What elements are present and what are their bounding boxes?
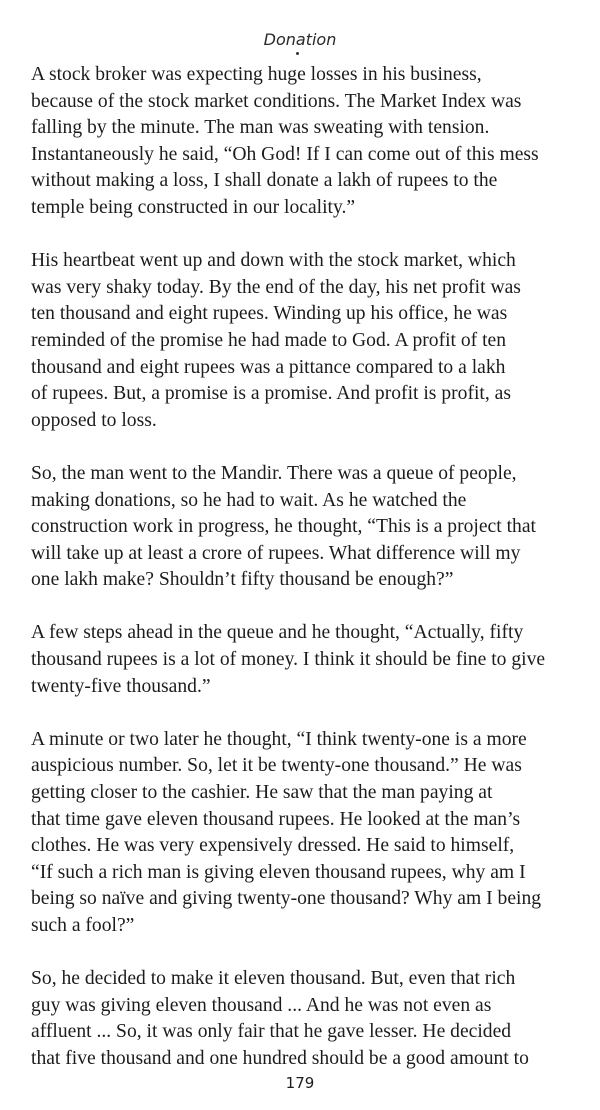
text-line: making donations, so he had to wait. As he watched the (31, 489, 467, 511)
body-text (31, 62, 591, 1099)
text-line: twenty-five thousand.” (31, 675, 211, 697)
text-line: thousand and eight rupees was a pittance compared to a lakh (31, 356, 506, 378)
text-line: reminded of the promise he had made to God. A profit of ten (31, 329, 507, 351)
text-line: was very shaky today. By the end of the day, his net profit was (31, 276, 521, 298)
text-line: being so naïve and giving twenty-one thousand? Why am I being (31, 888, 542, 910)
text-line: that time gave eleven thousand rupees. He looked at the man’s (31, 808, 521, 830)
text-line: that five thousand and one hundred should be a good amount to (31, 1047, 529, 1069)
paragraph-4 (31, 620, 591, 700)
text-line: because of the stock market conditions. The Market Index was (31, 90, 522, 112)
text-line: affluent ... So, it was only fair that he gave lesser. He decided (31, 1021, 512, 1043)
paragraph-1 (31, 62, 591, 222)
text-line: construction work in progress, he thought, “This is a project that (31, 516, 536, 538)
text-line: one lakh make? Shouldn’t fifty thousand be enough?” (31, 569, 454, 591)
text-line: A stock broker was expecting huge losses in his business, (31, 64, 482, 85)
text-line: of rupees. But, a promise is a promise. And profit is profit, as (31, 383, 511, 405)
text-line: thousand rupees is a lot of money. I think it should be fine to give (31, 649, 546, 671)
text-line: guy was giving eleven thousand ... And he was not even as (31, 994, 492, 1016)
page-number: 179 (285, 1074, 315, 1092)
text-line: “If such a rich man is giving eleven thousand rupees, why am I (31, 861, 526, 883)
running-title: Donation (263, 30, 337, 49)
text-line: opposed to loss. (31, 409, 157, 431)
text-line: So, the man went to the Mandir. There was a queue of people, (31, 462, 517, 484)
paragraph-5 (31, 727, 591, 940)
text-line: His heartbeat went up and down with the stock market, which (31, 250, 516, 272)
paragraph-2 (31, 248, 591, 434)
text-line: will take up at least a crore of rupees. What difference will my (31, 542, 521, 564)
text-line: temple being constructed in our locality.” (31, 196, 356, 218)
text-line: getting closer to the cashier. He saw that the man paying at (31, 782, 493, 804)
text-line: Instantaneously he said, “Oh God! If I can come out of this mess (31, 143, 539, 165)
text-line: A minute or two later he thought, “I think twenty-one is a more (31, 728, 527, 750)
text-line: such a fool?” (31, 915, 135, 936)
paragraph-6 (31, 966, 591, 1072)
ink-dot-mark (296, 52, 299, 55)
text-line: auspicious number. So, let it be twenty-one thousand.” He was (31, 755, 522, 777)
text-line: A few steps ahead in the queue and he thought, “Actually, fifty (31, 622, 524, 644)
text-line: clothes. He was very expensively dressed. He said to himself, (31, 835, 515, 857)
text-line: ten thousand and eight rupees. Winding up his office, he was (31, 303, 508, 325)
text-line: So, he decided to make it eleven thousand. But, even that rich (31, 968, 516, 990)
paragraph-3 (31, 461, 591, 594)
text-line: without making a loss, I shall donate a lakh of rupees to the (31, 170, 498, 192)
text-line: falling by the minute. The man was sweating with tension. (31, 117, 490, 139)
